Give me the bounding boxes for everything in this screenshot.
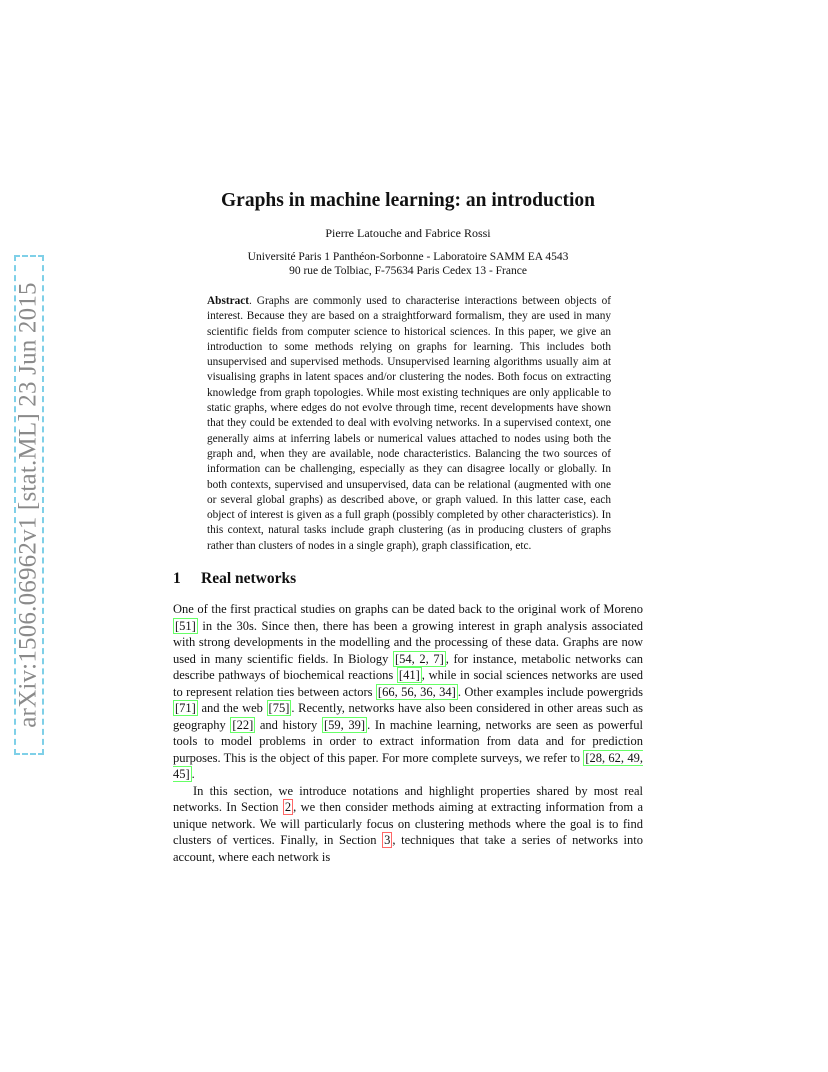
citation-link[interactable]: [71]: [175, 701, 196, 716]
authors: Pierre Latouche and Fabrice Rossi: [325, 226, 491, 240]
text-run: and history: [255, 717, 322, 732]
arxiv-stamp-text: arXiv:1506.06962v1 [stat.ML] 23 Jun 2015: [15, 282, 42, 728]
text-run: In this section, we introduce notations and highlight properties shared by most real networks. In Section: [173, 783, 643, 815]
section-number: 1: [173, 570, 181, 588]
section-heading: [173, 570, 643, 588]
affiliation-line-2: 90 rue de Tolbiac, F-75634 Paris Cedex 13 - France: [289, 265, 527, 277]
text-run: and the web: [197, 701, 267, 716]
section-body: [173, 601, 643, 865]
section-link[interactable]: 2: [284, 800, 292, 815]
text-run: , for instance, metabolic networks can describe pathways of biochemical reactions: [173, 651, 644, 683]
citation-link[interactable]: [51]: [175, 618, 196, 633]
paper-title: Graphs in machine learning: an introduction: [221, 190, 595, 211]
text-run: . Other examples include powergrids: [457, 684, 643, 699]
text-run: . In machine learning, networks are seen as powerful tools to model problems in order to extract information from data and for prediction purposes. This is the object of this paper. For more complete surveys, we refer to: [173, 717, 644, 765]
citation-link[interactable]: [59, 39]: [323, 717, 366, 732]
text-run: . Recently, networks have also been considered in other areas such as geography: [173, 701, 643, 732]
text-run: , while in social sciences networks are used to represent relation ties between actors: [173, 668, 643, 699]
abstract-label: Abstract: [207, 295, 250, 307]
paragraph-2: [173, 783, 643, 866]
paper-page: [173, 190, 643, 865]
text-run: , techniques that take a series of networks into account, where each network is: [173, 833, 643, 864]
abstract-text: . Graphs are commonly used to characterise interactions between objects of interest. Because they are based on a straightforward formalism, they are used in many scientific fields from computer science to historical sciences. In this paper, we give an introduction to some methods relying on graphs for learning. This includes both unsupervised and supervised methods. Unsupervised learning algorithms usually aim at visualising graphs in latent spaces and/or clustering the nodes. Both focus on extracting knowledge from graph topologies. While most existing techniques are only applicable to static graphs, where edges do not evolve through time, recent developments have shown that they could be extended to deal with evolving networks. In a supervised context, one generally aims at inferring labels or numerical values attached to nodes using both the graph and, when they are available, node characteristics. Balancing the two sources of information can be challenging, especially as they can disagree locally or globally. In both contexts, supervised and unsupervised, data can be relational (augmented with one or several global graphs) as described above, or graph valued. In this latter case, each object of interest is given as a full graph (possibly completed by other characteristics). In this context, natural tasks include graph clustering (as in producing clusters of graphs rather than clusters of nodes in a single graph), graph classification, etc.: [207, 295, 611, 552]
affiliation-line-1: Université Paris 1 Panthéon-Sorbonne - Laboratoire SAMM EA 4543: [247, 251, 569, 263]
citation-link[interactable]: [28, 62, 49, 45]: [173, 750, 643, 782]
abstract: [207, 294, 611, 554]
citation-link[interactable]: [41]: [398, 668, 420, 683]
arxiv-stamp: [14, 255, 44, 755]
text-run: in the 30s. Since then, there has been a growing interest in graph analysis associated with strong developments in the modelling and the processing of these data. Graphs are now used in many scientific fields. In Biology: [173, 618, 643, 666]
citation-link[interactable]: [54, 2, 7]: [395, 651, 444, 666]
citation-link[interactable]: [75]: [268, 701, 290, 716]
paragraph-1: [173, 601, 643, 783]
section-title: Real networks: [201, 570, 297, 588]
citation-link[interactable]: [22]: [232, 717, 254, 732]
text-run: .: [191, 767, 195, 782]
section-link[interactable]: 3: [384, 833, 391, 848]
affiliation: [173, 250, 643, 278]
text-run: , we then consider methods aiming at extracting information from a unique network. We will particularly focus on clustering methods where the goal is to find clusters of vertices. Finally, in Section: [173, 800, 643, 848]
text-run: One of the first practical studies on graphs can be dated back to the original work of Moreno: [173, 602, 643, 617]
citation-link[interactable]: [66, 56, 36, 34]: [377, 684, 456, 699]
